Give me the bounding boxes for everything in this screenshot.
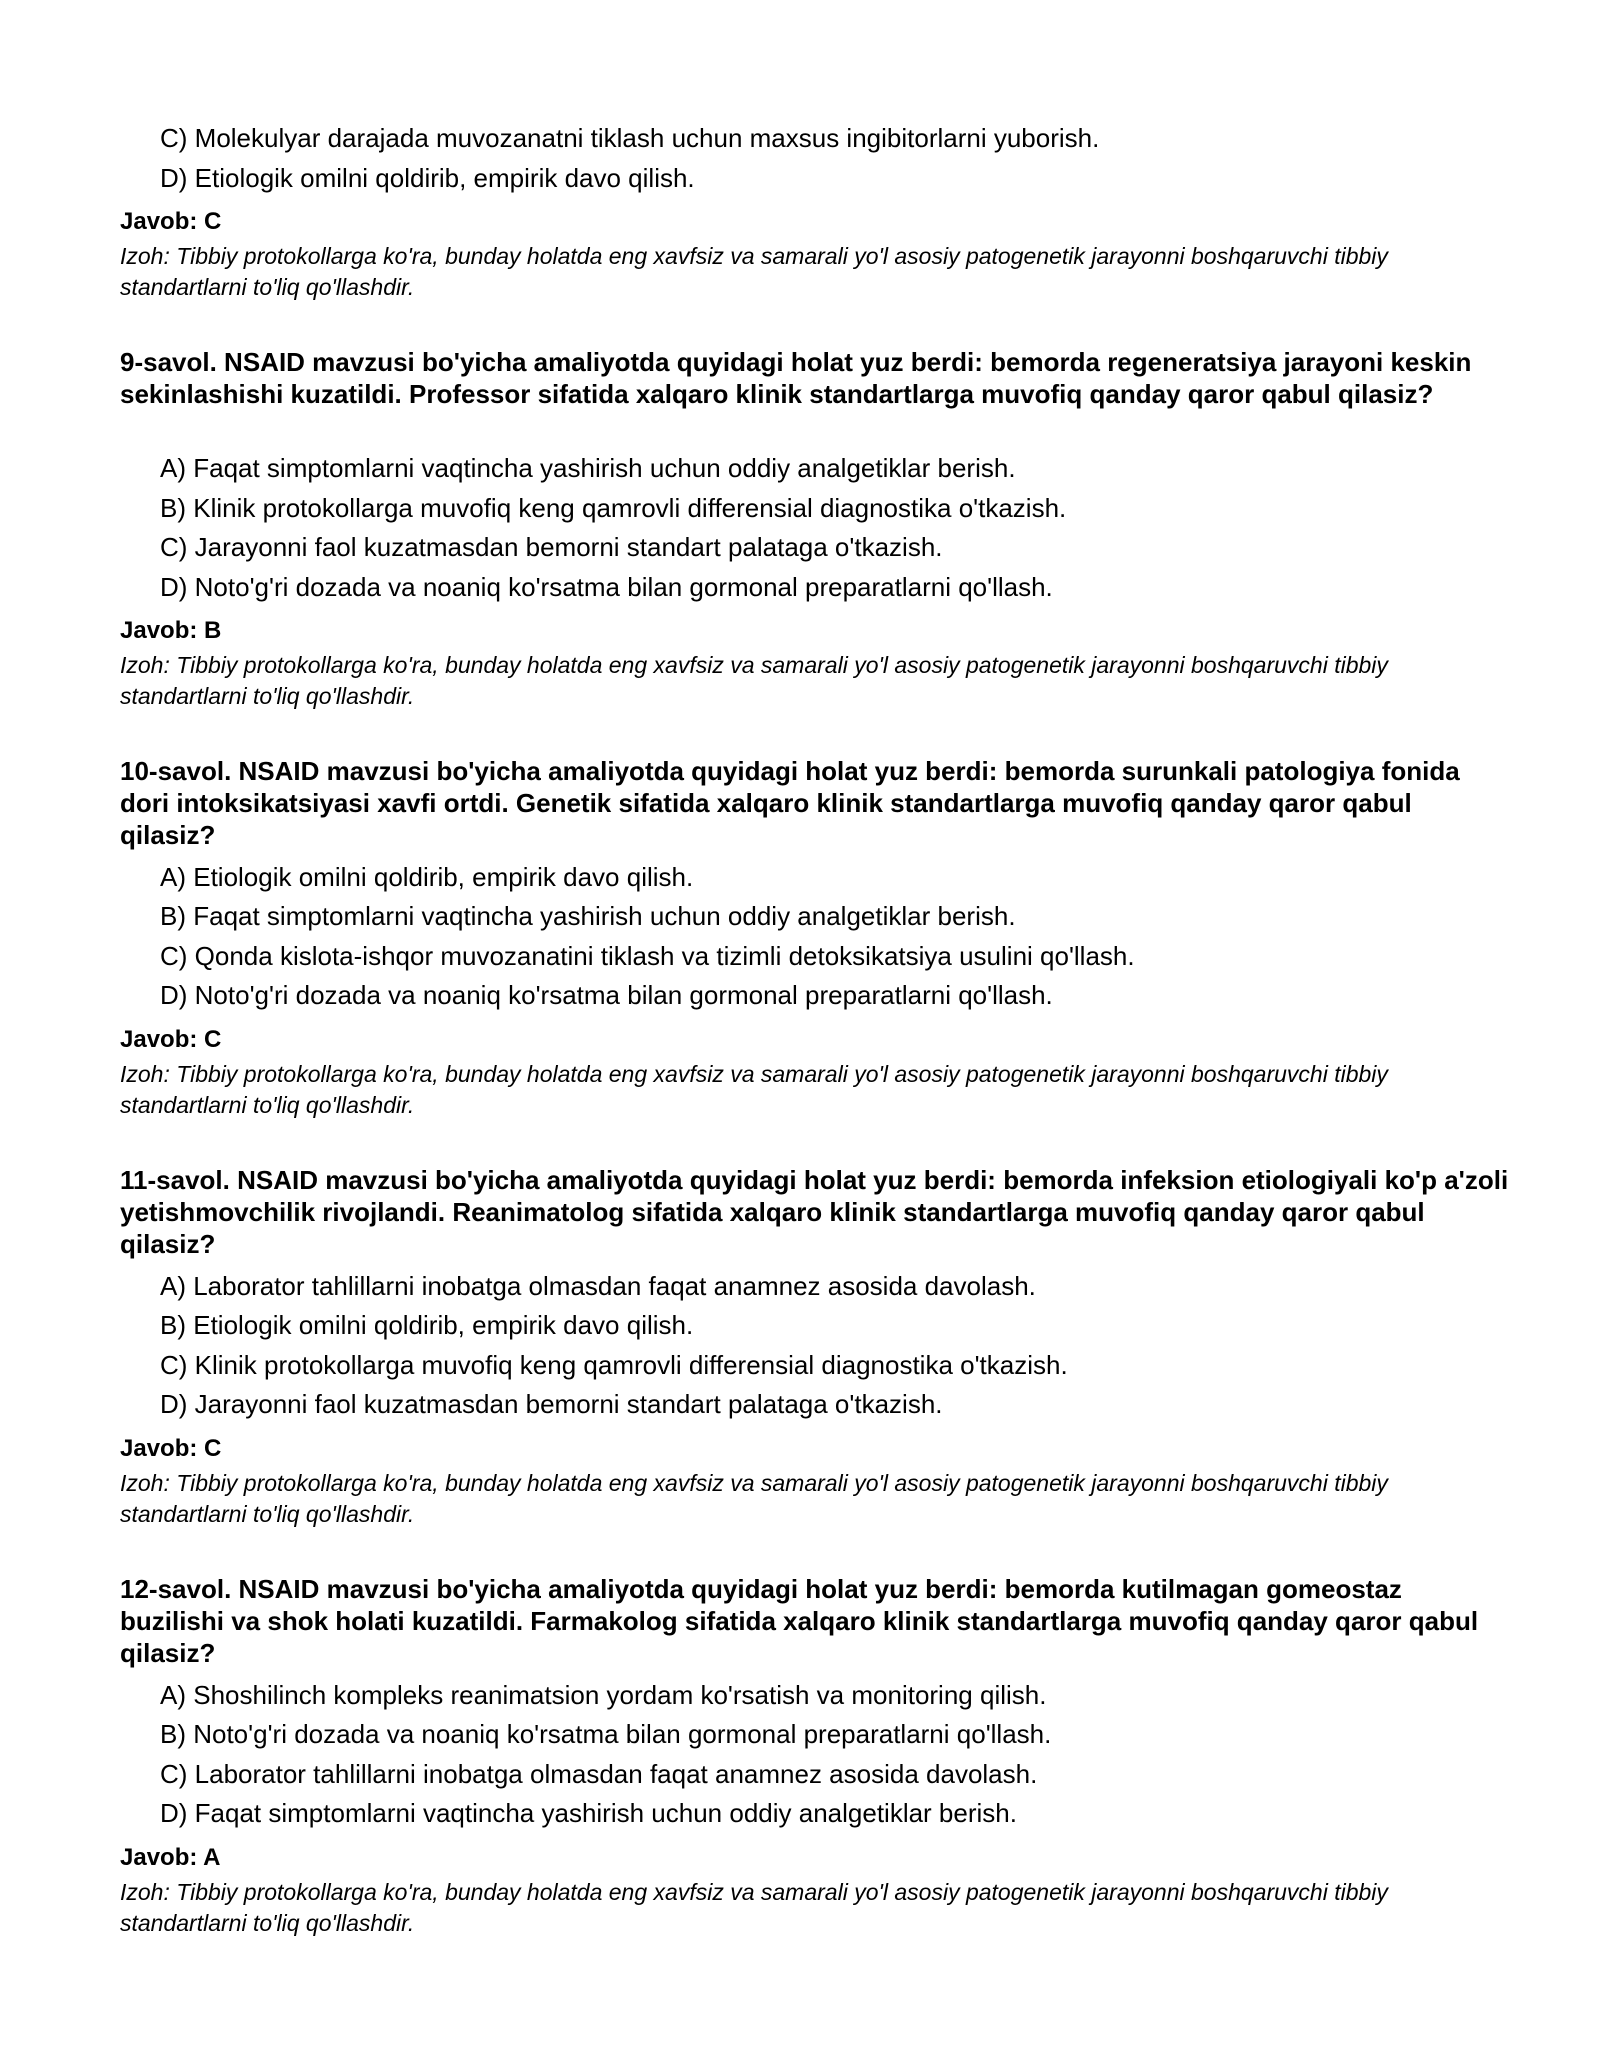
q9-option-c: C) Jarayonni faol kuzatmasdan bemorni standart palataga o'tkazish. xyxy=(160,532,943,562)
q12-answer: Javob: A xyxy=(120,1844,221,1871)
q9-option-a: A) Faqat simptomlarni vaqtincha yashirish uchun oddiy analgetiklar berish. xyxy=(160,453,1016,483)
q12-option-b: B) Noto'g'ri dozada va noaniq ko'rsatma bilan gormonal preparatlarni qo'llash. xyxy=(160,1719,1052,1749)
q9-answer: Javob: B xyxy=(120,617,222,644)
q11-answer: Javob: C xyxy=(120,1435,222,1462)
q11-explanation-note: Izoh: Tibbiy protokollarga ko'ra, bunday holatda eng xavfsiz va samarali yo'l asosiy patogenetik jarayonni boshqaruvchi tibbiy standartlarni to'liq qo'llashdir. xyxy=(120,1470,1388,1527)
question-10: 10-savol. NSAID mavzusi bo'yicha amaliyotda quyidagi holat yuz berdi: bemorda surunkali patologiya fonida dori intoksikatsiyasi xavfi ortdi. Genetik sifatida xalqaro klinik standartlarga muvofiq qanday qaror qabul qilasiz? xyxy=(120,756,1460,850)
q12-explanation-note: Izoh: Tibbiy protokollarga ko'ra, bunday holatda eng xavfsiz va samarali yo'l asosiy patogenetik jarayonni boshqaruvchi tibbiy standartlarni to'liq qo'llashdir. xyxy=(120,1879,1388,1936)
option-c: C) Molekulyar darajada muvozanatni tiklash uchun maxsus ingibitorlarni yuborish. xyxy=(160,123,1100,153)
question-11: 11-savol. NSAID mavzusi bo'yicha amaliyotda quyidagi holat yuz berdi: bemorda infeksion etiologiyali ko'p a'zoli yetishmovchilik rivojlandi. Reanimatolog sifatida xalqaro klinik standartlarga muvofiq qanday qaror qabul qilasiz? xyxy=(120,1165,1509,1259)
q11-option-a: A) Laborator tahlillarni inobatga olmasdan faqat anamnez asosida davolash. xyxy=(160,1271,1036,1301)
q10-option-a: A) Etiologik omilni qoldirib, empirik davo qilish. xyxy=(160,862,694,892)
q12-option-c: C) Laborator tahlillarni inobatga olmasdan faqat anamnez asosida davolash. xyxy=(160,1759,1038,1789)
q9-option-b: B) Klinik protokollarga muvofiq keng qamrovli differensial diagnostika o'tkazish. xyxy=(160,493,1067,523)
q10-option-c: C) Qonda kislota-ishqor muvozanatini tiklash va tizimli detoksikatsiya usulini qo'llash. xyxy=(160,941,1135,971)
explanation-note: Izoh: Tibbiy protokollarga ko'ra, bunday holatda eng xavfsiz va samarali yo'l asosiy patogenetik jarayonni boshqaruvchi tibbiy standartlarni to'liq qo'llashdir. xyxy=(120,243,1388,300)
q12-option-d: D) Faqat simptomlarni vaqtincha yashirish uchun oddiy analgetiklar berish. xyxy=(160,1798,1017,1828)
q12-option-a: A) Shoshilinch kompleks reanimatsion yordam ko'rsatish va monitoring qilish. xyxy=(160,1680,1047,1710)
q9-explanation-note: Izoh: Tibbiy protokollarga ko'ra, bunday holatda eng xavfsiz va samarali yo'l asosiy patogenetik jarayonni boshqaruvchi tibbiy standartlarni to'liq qo'llashdir. xyxy=(120,652,1388,709)
q11-option-c: C) Klinik protokollarga muvofiq keng qamrovli differensial diagnostika o'tkazish. xyxy=(160,1350,1068,1380)
q10-option-b: B) Faqat simptomlarni vaqtincha yashirish uchun oddiy analgetiklar berish. xyxy=(160,901,1016,931)
option-d: D) Etiologik omilni qoldirib, empirik davo qilish. xyxy=(160,163,695,193)
question-9: 9-savol. NSAID mavzusi bo'yicha amaliyotda quyidagi holat yuz berdi: bemorda regeneratsiya jarayoni keskin sekinlashishi kuzatildi. Professor sifatida xalqaro klinik standartlarga muvofiq qanday qaror qabul qilasiz? xyxy=(120,347,1472,409)
q9-option-d: D) Noto'g'ri dozada va noaniq ko'rsatma bilan gormonal preparatlarni qo'llash. xyxy=(160,572,1053,602)
answer: Javob: C xyxy=(120,208,222,235)
q10-explanation-note: Izoh: Tibbiy protokollarga ko'ra, bunday holatda eng xavfsiz va samarali yo'l asosiy patogenetik jarayonni boshqaruvchi tibbiy standartlarni to'liq qo'llashdir. xyxy=(120,1061,1388,1118)
question-12: 12-savol. NSAID mavzusi bo'yicha amaliyotda quyidagi holat yuz berdi: bemorda kutilmagan gomeostaz buzilishi va shok holati kuzatildi. Farmakolog sifatida xalqaro klinik standartlarga muvofiq qanday qaror qabul qilasiz? xyxy=(120,1574,1479,1668)
q11-option-b: B) Etiologik omilni qoldirib, empirik davo qilish. xyxy=(160,1310,694,1340)
q10-answer: Javob: C xyxy=(120,1026,222,1053)
q10-option-d: D) Noto'g'ri dozada va noaniq ko'rsatma bilan gormonal preparatlarni qo'llash. xyxy=(160,980,1053,1010)
q11-option-d: D) Jarayonni faol kuzatmasdan bemorni standart palataga o'tkazish. xyxy=(160,1389,943,1419)
